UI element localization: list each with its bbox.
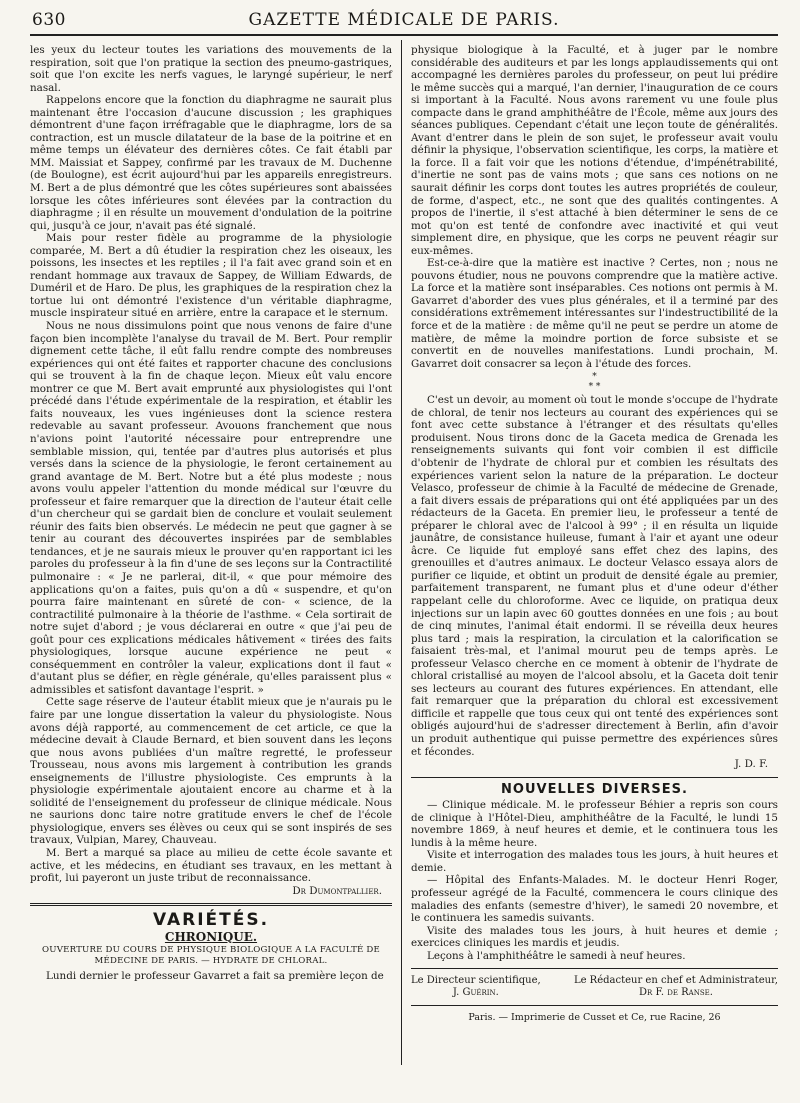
footer-divider [411, 1005, 778, 1006]
editor-name: Dr F. de Ranse. [639, 987, 713, 999]
news-item: Leçons à l'amphithéâtre le samedi à neuf heures. [427, 949, 686, 962]
page-header [30, 10, 778, 36]
editor-credit [574, 975, 778, 999]
article-paragraph: Est-ce-à-dire que la matière est inactive ? Certes, non ; nous ne pouvons étudier, nous ne pouvons comprendre que la matière active. La force et la matière sont inséparables. Ces notions ont permis à M. Gavarret d'aborder des vues plus générales, et il a terminé par des considérations extrêmement intéressantes sur l'indestructibilité de la force et de la matière : de même qu'il ne peut se perdre un atome de matière, de même la moindre portion de force subsiste et se convertit en de nouvelles manifestations. Lundi prochain, M. Gavarret doit consacrer sa leçon à l'étude des forces. [411, 257, 778, 370]
news-item: Visite et interrogation des malades tous les jours, à huit heures et demie. [411, 849, 778, 874]
article-paragraph: les yeux du lecteur toutes les variations des mouvements de la respiration, soit que l'on pratique la section des pneumo-gastriques, soit que l'on excite les nerfs vagues, le laryngé supérieur, le nerf nasal. [30, 44, 392, 94]
article-paragraph: physique biologique à la Faculté, et à juger par le nombre considérable des auditeurs et par les longs applaudissements qui ont accompagné les dernières paroles du professeur, on peut lui prédire le même succès qui a marqué, l'an dernier, l'inauguration de ce cours si important à la Faculté. Nous avons rarement vu une foule plus compacte dans le grand amphithéâtre de l'École, même aux jours des séances publiques. Cependant c'était une leçon toute de généralités. Avant d'entrer dans le plein de son sujet, le professeur avait voulu définir la physique, l'observation scientifique, les corps, la matière et la force. Il a fait voir que les notions d'étendue, d'impénétrabilité, d'inertie ne sont pas de vains mots ; que sans ces notions on ne saurait définir les corps dont toutes les autres propriétés de couleur, de forme, d'aspect, etc., ne sont que des qualités contingentes. A propos de l'inertie, il s'est attaché à bien déterminer le sens de ce mot qu'on est tenté de confondre avec inactivité et qui veut simplement dire, en physique, que les corps ne peuvent réagir sur eux-mêmes. [411, 44, 778, 257]
section-divider [30, 903, 392, 906]
article-paragraph: M. Bert a marqué sa place au milieu de cette école savante et active, et les médecins, en étudiant ses travaux, en les mettant à profit, lui payeront un juste tribut de reconnaissance. [30, 847, 392, 885]
article-paragraph: Rappelons encore que la fonction du diaphragme ne saurait plus maintenant être l'occasion d'aucune discussion ; les graphiques démontrent d'une façon irréfragable que le diaphragme, lors de sa contraction, est un muscle dilatateur de la base de la poitrine et en même temps un élévateur des dernières côtes. Ce fait établi par MM. Maissiat et Sappey, confirmé par les travaux de M. Duchenne (de Boulogne), est écrit aujourd'hui par les appareils enregistreurs. M. Bert a de plus démontré que les côtes supérieures sont abaissées lorsque les côtes inférieures sont élevées par la contraction du diaphragme ; il en résulte un mouvement d'ondulation de la poitrine qui, jusqu'à ce jour, n'avait pas été signalé. [30, 94, 392, 232]
masthead-credits [411, 975, 778, 999]
footer-divider [411, 968, 778, 969]
article-paragraph: Nous ne nous dissimulons point que nous venons de faire d'une façon bien incomplète l'analyse du travail de M. Bert. Pour remplir dignement cette tâche, il eût fallu rendre compte des nombreuses expériences qui ont été faites et rapporter chacune des conclusions qui se trouvent à la fin de chaque leçon. Mieux eût valu encore montrer ce que M. Bert avait emprunté aux physiologistes qui l'ont précédé dans l'étude expérimentale de la respiration, et établir les faits nouveaux, les vues ingénieuses dont la science restera redevable au savant professeur. Avouons franchement que nous n'avions point l'autorité nécessaire pour entreprendre une semblable mission, qui, tentée par d'autres plus autorisés et plus versés dans la science de la physiologie, le feront certainement au grand avantage de M. Bert. Notre but a été plus modeste ; nous avons voulu appeler l'attention du monde médical sur l'œuvre du professeur et faire remarquer que la direction de l'auteur était celle d'un chercheur qui se gardait bien de conclure et voulait seulement réunir des faits bien observés. Le médecin ne peut que gagner à se tenir au courant des découvertes inspirées par de semblables tendances, et je ne saurais mieux le prouver qu'en rapportant ici les paroles du professeur à la fin d'une de ses leçons sur la Contractilité pulmonaire : « Je ne parlerai, dit-il, « que pour mémoire des applications qu'on a faites, puis qu'on a dû « suspendre, et qu'on pourra faire maintenant en sûreté de con- « science, de la contractilité pulmonaire à la théorie de l'asthme. « Cela sortirait de notre sujet d'abord ; je vous déclarerai en outre « que j'ai peu de goût pour ces explications médicales hâtivement « tirées des faits physiologiques, lorsque aucune expérience ne peut « conséquemment en contrôler la valeur, explications dont il faut « d'autant plus se défier, en règle générale, qu'elles paraissent plus « admissibles et satisfont davantage l'esprit. » [30, 320, 392, 696]
director-role: Le Directeur scientifique, [411, 975, 541, 987]
right-column [411, 44, 778, 1025]
varietes-heading: VARIÉTÉS. [152, 910, 270, 931]
journal-title: GAZETTE MÉDICALE DE PARIS. [248, 10, 560, 30]
news-item: — Clinique médicale. M. le professeur Béhier a repris son cours de clinique à l'Hôtel-Dieu, amphithéâtre de la Faculté, le lundi 15 novembre 1869, à neuf heures et demie, et le continuera tous les lundis à la même heure. [411, 799, 778, 849]
article-paragraph: Cette sage réserve de l'auteur établit mieux que je n'aurais pu le faire par une longue dissertation la valeur du physiologiste. Nous avons déjà rapporté, au commencement de cet article, ce que la médecine devait à Claude Bernard, et bien souvent dans les leçons que nous avons publiées d'un maître regretté, le professeur Trousseau, nous avons mis largement à contribution les grands enseignements de l'illustre physiologiste. Ces emprunts à la physiologie expérimentale ajoutaient encore au charme et à la solidité de l'enseignement du professeur de clinique médicale. Nous ne saurions donc taire notre gratitude envers le chef de l'école physiologique, envers ses élèves ou ceux qui se sont inspirés de ses travaux, Vulpian, Marey, Chauveau. [30, 696, 392, 847]
section-divider [411, 777, 778, 778]
article-paragraph: Lundi dernier le professeur Gavarret a fait sa première leçon de [46, 970, 384, 983]
news-item: — Hôpital des Enfants-Malades. M. le docteur Henri Roger, professeur agrégé de la Faculté, commencera le cours clinique des maladies des enfants (semestre d'hiver), le samedi 20 novembre, et le continuera les samedis suivants. [411, 874, 778, 925]
column-divider [401, 40, 402, 1065]
left-column [30, 44, 392, 983]
nouvelles-heading: NOUVELLES DIVERSES. [501, 781, 688, 797]
author-signature: Dr Dumontpallier. [292, 884, 382, 897]
editor-role: Le Rédacteur en chef et Administrateur, [573, 975, 778, 987]
author-signature: J. D. F. [734, 758, 768, 771]
director-credit [411, 975, 541, 999]
news-item: Visite des malades tous les jours, à huit heures et demie ; exercices cliniques les mardis et jeudis. [411, 924, 778, 950]
printer-line: Paris. — Imprimerie de Cusset et Ce, rue Racine, 26 [468, 1012, 721, 1024]
chronique-subheading: OUVERTURE DU COURS DE PHYSIQUE BIOLOGIQUE A LA FACULTÉ DE MÉDECINE DE PARIS. — HYDRATE DE CHLORAL. [42, 945, 380, 967]
article-paragraph: C'est un devoir, au moment où tout le monde s'occupe de l'hydrate de chloral, de tenir nos lecteurs au courant des expériences qui se font avec cette substance à l'étranger et des résultats qu'elles produisent. Nous tirons donc de la Gaceta medica de Grenada les renseignements suivants qui font voir combien il est difficile d'obtenir de l'hydrate de chloral pur et combien les résultats des expériences varient selon la nature de la préparation. Le docteur Velasco, professeur de chimie à la Faculté de médecine de Grenade, a fait divers essais de préparations qui ont été appliquées par un des rédacteurs de la Gaceta. En premier lieu, le professeur a tenté de préparer le chloral avec de l'alcool à 99° ; il en résulta un liquide jaunâtre, de consistance huileuse, fumant à l'air et ayant une odeur âcre. Ce liquide fut employé sans effet chez des lapins, des grenouilles et d'autres animaux. Le docteur Velasco essaya alors de purifier ce liquide, et obtint un produit de densité égale au premier, parfaitement transparent, ne fumant plus et d'une odeur d'éther rappelant celle du chloroforme. Avec ce liquide, on pratiqua deux injections sur un lapin avec 60 gouttes données en une fois ; au bout de cinq minutes, l'animal était endormi. Il se réveilla deux heures plus tard ; mais la respiration, la circulation et la calorification se faisaient très-mal, et l'animal mourut peu de temps après. Le professeur Velasco cherche en ce moment à obtenir de l'hydrate de chloral cristallisé au moyen de l'alcool absolu, et la Gaceta doit tenir ses lecteurs au courant des futures expériences. En attendant, elle fait remarquer que la préparation du chloral est excessivement difficile et rappelle que tous ceux qui ont tenté des expériences sont obligés aujourd'hui de s'adresser directement à Berlin, afin d'avoir un produit authentique qui puisse permettre des expériences sûres et fécondes. [411, 394, 778, 758]
chronique-heading: CHRONIQUE. [164, 929, 258, 944]
page-number: 630 [32, 10, 66, 30]
article-paragraph: Mais pour rester fidèle au programme de la physiologie comparée, M. Bert a dû étudier la respiration chez les oiseaux, les poissons, les insectes et les reptiles ; il l'a fait avec grand soin et en rendant hommage aux travaux de Sappey, de William Edwards, de Duméril et de Haro. De plus, les graphiques de la respiration chez la tortue lui ont démontré l'existence d'un véritable diaphragme, muscle inspirateur situé en arrière, entre la carapace et le sternum. [30, 232, 392, 320]
asterism: * * * [588, 372, 601, 393]
director-name: J. Guérin. [452, 987, 499, 999]
